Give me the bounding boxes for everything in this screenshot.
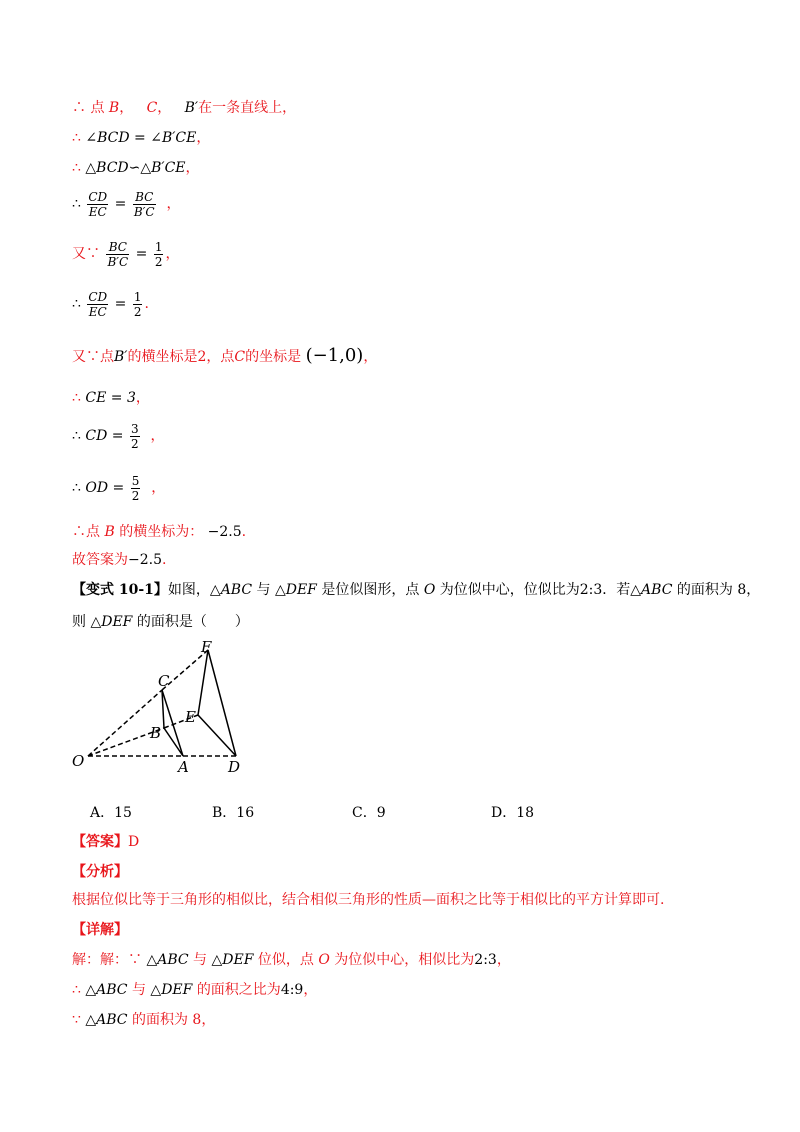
detail-line-3 — [72, 1010, 215, 1030]
option-value: 9 — [376, 805, 386, 821]
point-b-prime: B′ — [114, 349, 128, 365]
fraction-three-halves — [130, 422, 140, 451]
comma: ， — [303, 982, 318, 998]
area-ratio: 4:9 — [280, 982, 304, 998]
detail-line-2 — [72, 980, 317, 1000]
comma: ， — [196, 130, 211, 146]
because-prefix: 又∵ — [72, 246, 100, 262]
period: . — [162, 552, 167, 568]
point-c: C — [234, 349, 246, 365]
option-letter: C． — [352, 805, 377, 821]
denominator: 2 — [130, 436, 139, 451]
denominator: B′C — [107, 254, 129, 269]
option-letter: B． — [212, 805, 237, 821]
text-segment: ，点 — [206, 349, 235, 365]
text-segment: 为位似中心，相似比为 — [334, 952, 475, 968]
similarity-ratio: 2:3 — [474, 952, 497, 968]
cd-lhs: CD = — [85, 428, 124, 444]
denominator: 2 — [154, 254, 163, 269]
text-segment: 解：解：∵ — [72, 952, 142, 968]
therefore-symbol: ∴ — [72, 524, 86, 540]
solution-line-9 — [72, 418, 165, 454]
solution-line-3 — [72, 158, 200, 178]
triangle-def: △DEF — [211, 952, 254, 968]
comma: ， — [119, 100, 134, 116]
fraction-cd-ec — [87, 290, 108, 319]
detail-heading — [72, 920, 128, 940]
triangle-def: △DEF — [90, 614, 133, 630]
similar-triangles-expr: △BCD∽△B′CE — [85, 160, 186, 176]
because-prefix: 又∵点 — [72, 349, 114, 365]
comma: ， — [151, 480, 166, 496]
comma: ， — [185, 160, 200, 176]
fraction-cd-ec — [87, 190, 108, 219]
text-segment: 点 — [90, 100, 105, 116]
label-o: O — [72, 752, 85, 770]
therefore-symbol: ∴ — [72, 296, 81, 312]
denominator: EC — [88, 304, 107, 319]
comma: ， — [363, 349, 378, 365]
period: . — [144, 296, 149, 312]
triangle-abc: △ABC — [85, 982, 128, 998]
triangle-abc: △ABC — [209, 582, 253, 598]
option-c[interactable] — [352, 803, 386, 823]
comma: ， — [135, 390, 150, 406]
label-d: D — [228, 758, 241, 776]
denominator: B′C — [133, 204, 155, 219]
therefore-symbol: ∴ — [72, 130, 81, 146]
option-letter: A． — [90, 805, 115, 821]
comma: ， — [165, 246, 180, 262]
answer-choice: D — [128, 834, 140, 850]
text-segment: 的面积之比为 — [196, 982, 281, 998]
text-segment: 的面积是（ ） — [136, 614, 249, 630]
solution-line-7 — [72, 346, 377, 367]
solution-line-5 — [72, 238, 179, 270]
option-b[interactable] — [212, 803, 254, 823]
comma: ， — [496, 952, 511, 968]
label-f: F — [201, 638, 212, 656]
ce-equation: CE = 3 — [85, 390, 136, 406]
od-lhs: OD = — [85, 480, 125, 496]
fraction-bc-bpc — [106, 240, 129, 269]
triangle-abc: △ABC — [85, 1012, 128, 1028]
fraction-one-half — [133, 290, 143, 319]
label-e: E — [185, 708, 196, 726]
solution-line-6 — [72, 288, 149, 320]
problem-line-1 — [72, 580, 760, 600]
analysis-body: 根据位似比等于三角形的相似比，结合相似三角形的性质—面积之比等于相似比的平方计算即可. — [72, 892, 665, 908]
text-segment: 位似，点 — [257, 952, 314, 968]
text-segment: 点 — [86, 524, 100, 540]
comma: ， — [150, 428, 165, 444]
numerator: 5 — [131, 473, 140, 488]
option-a[interactable] — [90, 803, 132, 823]
fraction-five-halves — [131, 474, 141, 503]
analysis-heading — [72, 862, 128, 882]
option-letter: D． — [491, 805, 517, 821]
option-value: 16 — [236, 805, 255, 821]
point-o: O — [318, 952, 330, 968]
text-segment: 为位似中心，位似比为 — [439, 582, 580, 598]
denominator: 2 — [133, 304, 142, 319]
text-segment: 的面积为 8， — [676, 582, 761, 598]
detail-label: 【详解】 — [72, 922, 128, 938]
point-b-prime: B′ — [184, 100, 199, 116]
answer-label: 【答案】 — [72, 834, 128, 850]
analysis-label: 【分析】 — [72, 864, 128, 880]
detail-line-1 — [72, 950, 511, 970]
therefore-symbol: ∴ — [72, 100, 86, 116]
problem-tag: 【变式 10-1】 — [72, 582, 168, 598]
analysis-text — [72, 890, 664, 910]
option-value: 18 — [516, 805, 535, 821]
coordinate-c: (−1,0) — [305, 345, 364, 366]
equals-sign: = — [135, 246, 148, 262]
period: . — [241, 524, 247, 540]
solution-line-11 — [72, 522, 246, 542]
text-segment: 如图， — [167, 582, 210, 598]
fraction-bc-bpc — [133, 190, 156, 219]
numerator: 3 — [130, 421, 139, 436]
denominator: 2 — [131, 488, 140, 503]
therefore-symbol: ∴ — [72, 982, 81, 998]
text-segment: 与 — [131, 982, 146, 998]
angle-equation: ∠BCD = ∠B′CE — [85, 130, 197, 146]
text-segment: ．若 — [602, 582, 631, 598]
fraction-one-half — [154, 240, 164, 269]
answer-value: −2.5 — [207, 524, 242, 540]
label-c: C — [158, 672, 170, 690]
comma: ， — [157, 100, 172, 116]
option-value: 15 — [114, 805, 132, 821]
text-segment: 的坐标是 — [245, 349, 302, 365]
point-c: C — [146, 100, 158, 116]
therefore-symbol: ∴ — [72, 160, 81, 176]
point-o: O — [423, 582, 436, 598]
answer-line — [72, 832, 139, 852]
numerator: 1 — [154, 239, 163, 254]
point-b: B — [104, 524, 115, 540]
text-segment: 的面积为 8， — [131, 1012, 216, 1028]
triangle-abc: △ABC — [630, 582, 673, 598]
similarity-ratio: 2:3 — [579, 582, 603, 598]
solution-line-2 — [72, 128, 210, 148]
therefore-symbol: ∴ — [72, 428, 81, 444]
solution-line-8 — [72, 388, 150, 408]
numerator: BC — [106, 240, 129, 255]
comma: ， — [166, 196, 181, 212]
text-segment: 则 — [72, 614, 86, 630]
homothety-diagram — [70, 636, 270, 781]
triangle-def: △DEF — [274, 582, 317, 598]
numerator: CD — [88, 189, 108, 204]
equals-sign: = — [114, 196, 127, 212]
triangle-abc: △ABC — [146, 952, 189, 968]
solution-line-12 — [72, 550, 166, 570]
label-a: A — [178, 758, 189, 776]
text-segment: 的横坐标为： — [119, 524, 204, 540]
x-coordinate-value: 2 — [197, 349, 207, 365]
equals-sign: = — [114, 296, 127, 312]
therefore-symbol: ∴ — [72, 480, 81, 496]
triangle-def: △DEF — [150, 982, 193, 998]
label-b: B — [150, 724, 162, 742]
solution-line-4 — [72, 188, 180, 220]
solution-line-1 — [72, 98, 296, 118]
option-d[interactable] — [491, 803, 534, 823]
numerator: CD — [88, 289, 108, 304]
therefore-symbol: ∴ — [72, 390, 81, 406]
because-symbol: ∵ — [72, 1012, 81, 1028]
numerator: BC — [133, 190, 156, 205]
denominator: EC — [88, 204, 107, 219]
answer-value: −2.5 — [128, 552, 162, 568]
text-segment: 故答案为 — [72, 552, 128, 568]
text-segment: 与 — [193, 952, 208, 968]
point-b: B — [108, 100, 120, 116]
text-segment: 与 — [256, 582, 271, 598]
text-segment: 的横坐标是 — [127, 349, 198, 365]
solution-line-10 — [72, 470, 165, 506]
text-segment: 是位似图形，点 — [321, 582, 420, 598]
text-segment: 在一条直线上， — [198, 100, 297, 116]
therefore-symbol: ∴ — [72, 196, 81, 212]
problem-line-2 — [72, 612, 249, 632]
numerator: 1 — [133, 289, 142, 304]
